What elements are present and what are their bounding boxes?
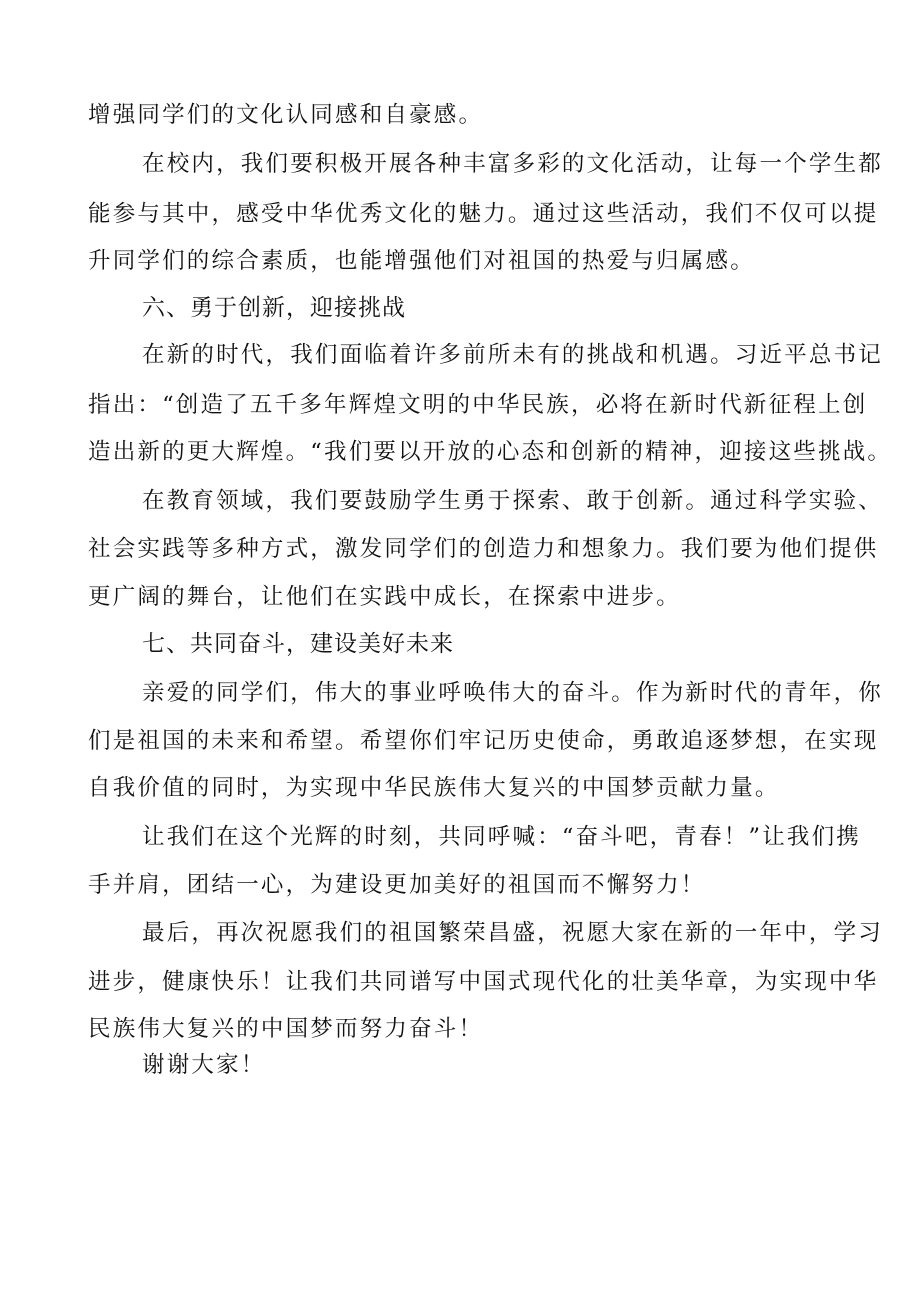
text-line: 指出：“创造了五千多年辉煌文明的中华民族，必将在新时代新征程上创	[88, 392, 868, 418]
section-heading-6: 六、勇于创新，迎接挑战	[142, 295, 406, 321]
section-heading-7: 七、共同奋斗，建设美好未来	[142, 631, 454, 657]
paragraph-first-line: 最后，再次祝愿我们的祖国繁荣昌盛，祝愿大家在新的一年中，学习	[142, 920, 884, 946]
text-line: 更广阔的舞台，让他们在实践中成长，在探索中进步。	[88, 584, 681, 610]
text-line: 们是祖国的未来和希望。希望你们牢记历史使命，勇敢追逐梦想，在实现	[88, 728, 879, 754]
paragraph-first-line: 让我们在这个光辉的时刻，共同呼喊：“奋斗吧，青春！”让我们携	[142, 824, 862, 850]
text-line: 造出新的更大辉煌。“我们要以开放的心态和创新的精神，迎接这些挑战。	[88, 439, 893, 465]
text-line: 增强同学们的文化认同感和自豪感。	[88, 102, 484, 128]
text-line: 能参与其中，感受中华优秀文化的魅力。通过这些活动，我们不仅可以提	[88, 201, 879, 227]
paragraph-first-line: 在教育领域，我们要鼓励学生勇于探索、敢于创新。通过科学实验、	[142, 488, 884, 514]
text-line: 升同学们的综合素质，也能增强他们对祖国的热爱与归属感。	[88, 248, 755, 274]
paragraph-first-line: 亲爱的同学们，伟大的事业呼唤伟大的奋斗。作为新时代的青年，你	[142, 680, 884, 706]
text-line: 民族伟大复兴的中国梦而努力奋斗！	[88, 1016, 484, 1042]
text-line: 进步，健康快乐！让我们共同谱写中国式现代化的壮美华章，为实现中华	[88, 969, 879, 995]
text-line: 手并肩，团结一心，为建设更加美好的祖国而不懈努力！	[88, 872, 706, 898]
paragraph-first-line: 在新的时代，我们面临着许多前所未有的挑战和机遇。习近平总书记	[142, 342, 884, 368]
paragraph-first-line: 在校内，我们要积极开展各种丰富多彩的文化活动，让每一个学生都	[142, 151, 884, 177]
closing-line: 谢谢大家！	[142, 1052, 266, 1078]
text-line: 社会实践等多种方式，激发同学们的创造力和想象力。我们要为他们提供	[88, 536, 879, 562]
text-line: 自我价值的同时，为实现中华民族伟大复兴的中国梦贡献力量。	[88, 775, 780, 801]
